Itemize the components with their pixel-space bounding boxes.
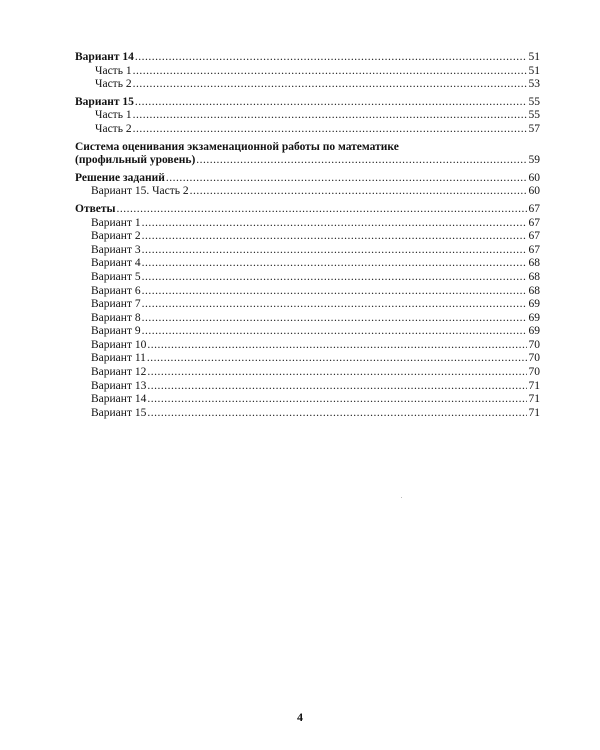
toc-entry-label: Вариант 13 (91, 379, 147, 392)
toc-page-number: 53 (528, 78, 540, 91)
page-number: 4 (297, 710, 303, 724)
toc-entry (75, 257, 540, 271)
dot-leader (147, 393, 527, 407)
toc-page-number: 68 (528, 270, 540, 283)
table-of-contents (75, 51, 540, 420)
toc-entry (75, 407, 540, 421)
dot-leader (142, 217, 527, 231)
toc-page-number: 59 (528, 154, 540, 167)
toc-page-number: 67 (528, 216, 540, 229)
toc-entry-label: Вариант 1 (91, 216, 141, 229)
dot-leader (133, 65, 527, 79)
toc-entry (75, 244, 540, 258)
toc-entry-label: Часть 2 (95, 78, 132, 91)
toc-entry (75, 123, 540, 137)
dot-leader (147, 366, 527, 380)
dot-leader (142, 271, 527, 285)
toc-entry-label: Вариант 15 (91, 406, 147, 419)
scan-speck (401, 497, 402, 498)
toc-page-number: 70 (528, 352, 540, 365)
toc-entry-label: Вариант 14 (75, 51, 134, 63)
toc-page-number: 68 (528, 257, 540, 270)
toc-entry-label: Часть 1 (95, 109, 132, 122)
toc-entry-label: Вариант 3 (91, 243, 141, 256)
dot-leader (142, 312, 527, 326)
toc-entry-continuation (75, 154, 540, 168)
dot-leader (142, 257, 527, 271)
toc-entry-label: Вариант 5 (91, 270, 141, 283)
toc-page-number: 67 (528, 243, 540, 256)
toc-page-number: 57 (528, 122, 540, 135)
toc-entry-label: Часть 1 (95, 64, 132, 77)
dot-leader (147, 339, 527, 353)
dot-leader (135, 51, 527, 65)
dot-leader (135, 96, 527, 110)
toc-page-number: 55 (528, 109, 540, 122)
dot-leader (133, 109, 527, 123)
dot-leader (196, 154, 527, 168)
toc-entry-label: Вариант 14 (91, 393, 147, 406)
toc-page-number: 70 (528, 366, 540, 379)
toc-entry-label: Вариант 7 (91, 298, 141, 311)
toc-entry-label: Вариант 9 (91, 325, 141, 338)
toc-entry (75, 298, 540, 312)
toc-entry (75, 325, 540, 339)
toc-entry-label: Решение заданий (75, 171, 165, 184)
dot-leader (147, 380, 527, 394)
toc-entry-label: Система оценивания экзаменационной работы по математике (75, 140, 399, 153)
toc-page-number: 67 (528, 202, 540, 215)
toc-entry (75, 185, 540, 199)
toc-entry (75, 271, 540, 285)
toc-entry-label: Вариант 2 (91, 230, 141, 243)
dot-leader (142, 298, 527, 312)
toc-entry (75, 230, 540, 244)
dot-leader (166, 172, 527, 186)
toc-entry (75, 203, 540, 217)
toc-page-number: 71 (528, 406, 540, 419)
toc-entry-label: Вариант 15. Часть 2 (91, 185, 189, 198)
dot-leader (133, 78, 527, 92)
toc-page-number: 69 (528, 325, 540, 338)
toc-entry-label: (профильный уровень) (75, 154, 196, 167)
toc-entry (75, 172, 540, 186)
dot-leader (147, 407, 527, 421)
toc-page-number: 71 (528, 393, 540, 406)
toc-entry-label: Ответы (75, 202, 116, 215)
toc-entry-label: Вариант 11 (91, 352, 146, 365)
toc-entry (75, 352, 540, 366)
toc-page-number: 51 (528, 51, 540, 63)
dot-leader (147, 352, 527, 366)
toc-entry (75, 96, 540, 110)
toc-entry (75, 366, 540, 380)
toc-entry (75, 217, 540, 231)
toc-entry (75, 141, 540, 155)
toc-entry (75, 285, 540, 299)
toc-entry-label: Вариант 6 (91, 284, 141, 297)
toc-entry-label: Вариант 12 (91, 366, 147, 379)
toc-page-number: 51 (528, 64, 540, 77)
dot-leader (142, 244, 527, 258)
toc-page-number: 55 (528, 95, 540, 108)
toc-page-number: 68 (528, 284, 540, 297)
toc-entry (75, 339, 540, 353)
toc-entry (75, 65, 540, 79)
toc-entry (75, 109, 540, 123)
dot-leader (142, 325, 527, 339)
toc-entry-label: Вариант 15 (75, 95, 134, 108)
toc-entry-label: Вариант 10 (91, 338, 147, 351)
toc-entry (75, 78, 540, 92)
toc-page-number: 69 (528, 311, 540, 324)
toc-entry (75, 393, 540, 407)
dot-leader (133, 123, 527, 137)
dot-leader (117, 203, 527, 217)
toc-page-number: 67 (528, 230, 540, 243)
dot-leader (142, 230, 527, 244)
dot-leader (142, 285, 527, 299)
toc-page-number: 60 (528, 171, 540, 184)
toc-entry (75, 380, 540, 394)
toc-entry (75, 51, 540, 65)
toc-page-number: 70 (528, 338, 540, 351)
toc-entry-label: Вариант 8 (91, 311, 141, 324)
toc-entry-label: Часть 2 (95, 122, 132, 135)
toc-entry-label: Вариант 4 (91, 257, 141, 270)
toc-page-number: 69 (528, 298, 540, 311)
toc-page-number: 60 (528, 185, 540, 198)
toc-entry (75, 312, 540, 326)
toc-page-number: 71 (528, 379, 540, 392)
dot-leader (190, 185, 527, 199)
